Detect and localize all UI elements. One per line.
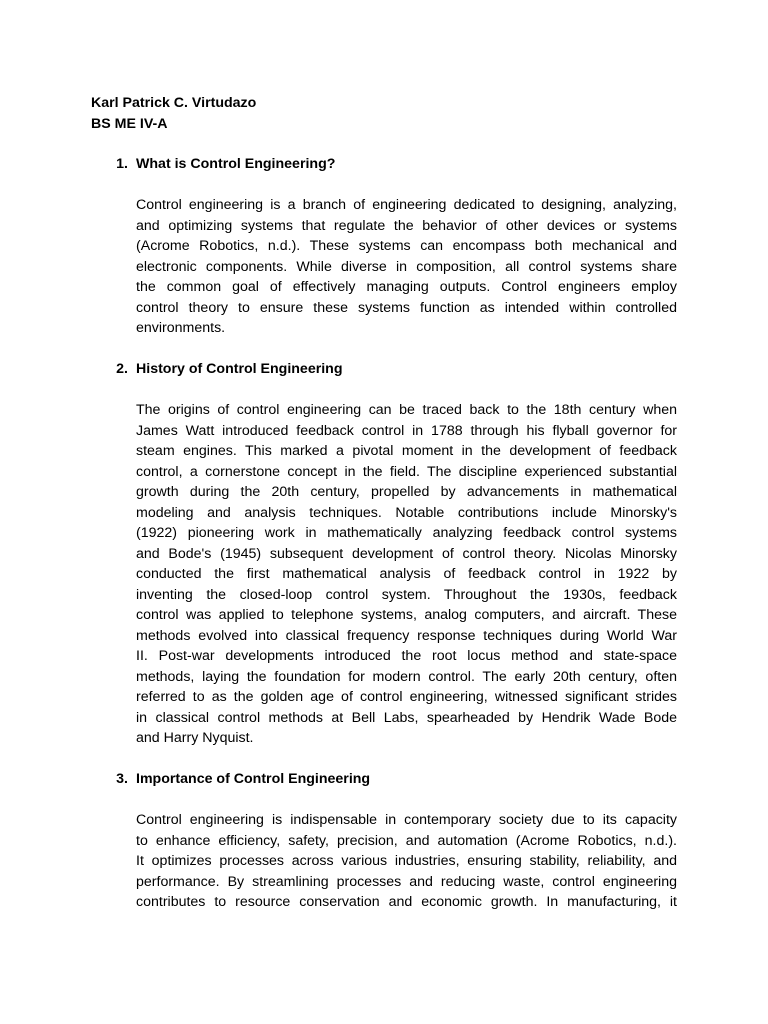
section-title: Importance of Control Engineering — [136, 771, 371, 787]
section-heading — [91, 769, 679, 790]
paragraph-line: methods, laying the foundation for modern control. The early 20th century, often — [136, 668, 677, 685]
paragraph-line: Control engineering is indispensable in contemporary society due to its capacity — [136, 812, 677, 828]
section-heading — [91, 154, 679, 175]
paragraph-line: II. Post-war developments introduced the root locus method and state-space — [136, 648, 677, 664]
section-heading — [91, 359, 679, 380]
paragraph-line: inventing the closed-loop control system. Throughout the 1930s, feedback — [136, 586, 677, 603]
paragraph-line: referred to as the golden age of control engineering, witnessed significant strides — [136, 689, 677, 705]
paragraph-line: (Acrome Robotics, n.d.). These systems can encompass both mechanical and — [136, 238, 677, 254]
section-paragraph — [136, 810, 677, 913]
paragraph-line: James Watt introduced feedback control in 1788 through his flyball governor for — [136, 422, 677, 439]
paragraph-line: methods evolved into classical frequency response techniques during World War — [136, 627, 677, 644]
paragraph-line: electronic components. While diverse in composition, all control systems share — [136, 258, 677, 275]
paragraph-line: performance. By streamlining processes and reducing waste, control engineering — [136, 873, 677, 890]
section-number: 1. — [116, 156, 128, 172]
paragraph-line: modeling and analysis techniques. Notable contributions include Minorsky's — [136, 504, 677, 521]
paragraph-line: steam engines. This marked a pivotal moment in the development of feedback — [136, 443, 677, 459]
paragraph-line: environments. — [136, 320, 226, 336]
paragraph-line: conducted the first mathematical analysis of feedback control in 1922 by — [136, 566, 677, 582]
section-number: 2. — [116, 361, 128, 377]
paragraph-line: and optimizing systems that regulate the behavior of other devices or systems — [136, 217, 677, 234]
section-what-is-control-engineering — [91, 154, 679, 339]
paragraph-line: Control engineering is a branch of engineering dedicated to designing, analyzing, — [136, 197, 677, 213]
paragraph-line: control was applied to telephone systems, analog computers, and aircraft. These — [136, 607, 677, 623]
paragraph-line: the common goal of effectively managing outputs. Control engineers employ — [136, 279, 677, 295]
section-number: 3. — [116, 771, 128, 787]
paragraph-line: contributes to resource conservation and economic growth. In manufacturing, it — [136, 894, 677, 910]
section-history-of-control-engineering — [91, 359, 679, 749]
document-header — [91, 93, 256, 134]
paragraph-line: (1922) pioneering work in mathematically analyzing feedback control systems — [136, 525, 677, 541]
paragraph-line: to enhance efficiency, safety, precision, and automation (Acrome Robotics, n.d.). — [136, 832, 677, 849]
paragraph-line: It optimizes processes across various industries, ensuring stability, reliability, and — [136, 853, 677, 869]
paragraph-line: and Bode's (1945) subsequent development of control theory. Nicolas Minorsky — [136, 545, 677, 562]
paragraph-line: control, a cornerstone concept in the field. The discipline experienced substantial — [136, 463, 677, 480]
program-section: BS ME IV-A — [91, 115, 168, 132]
paragraph-line: The origins of control engineering can be traced back to the 18th century when — [136, 402, 677, 418]
paragraph-line: and Harry Nyquist. — [136, 730, 254, 746]
paragraph-line: growth during the 20th century, propelled by advancements in mathematical — [136, 484, 677, 500]
section-title: What is Control Engineering? — [136, 156, 336, 172]
author-name: Karl Patrick C. Virtudazo — [91, 95, 257, 111]
section-paragraph — [136, 195, 677, 339]
paragraph-line: control theory to ensure these systems function as intended within controlled — [136, 299, 677, 316]
paragraph-line: in classical control methods at Bell Labs, spearheaded by Hendrik Wade Bode — [136, 709, 677, 726]
section-paragraph — [136, 400, 677, 749]
section-title: History of Control Engineering — [136, 361, 343, 377]
section-importance-of-control-engineering — [91, 769, 679, 913]
